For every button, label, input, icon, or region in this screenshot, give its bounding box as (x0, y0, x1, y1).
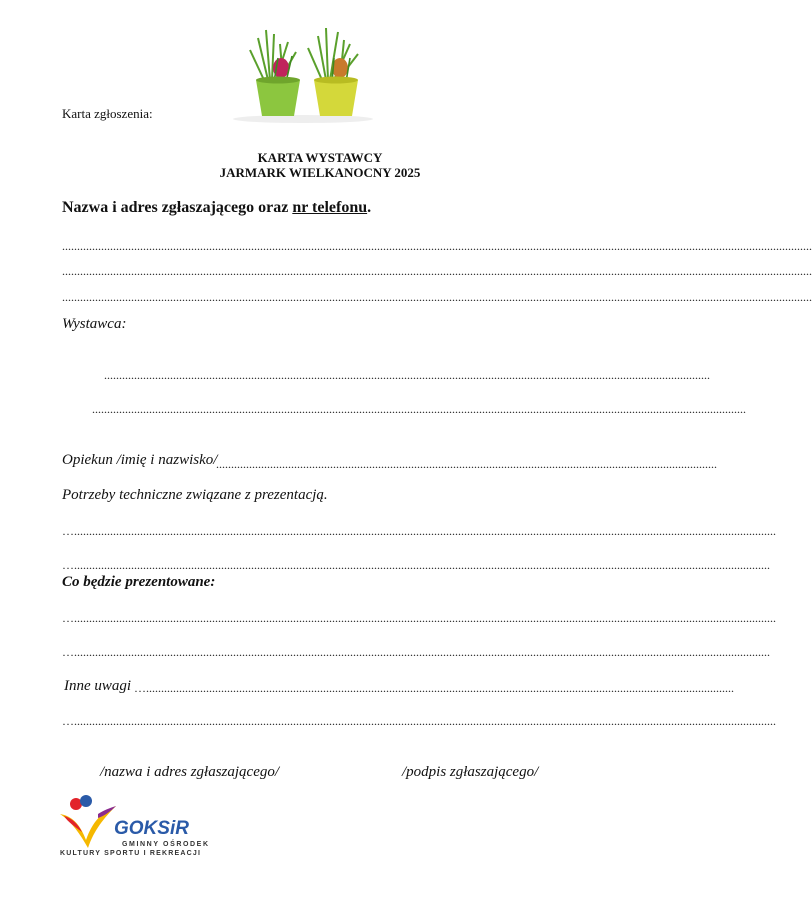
yellow-pot-icon (314, 80, 358, 116)
applicant-line-3: .......................................................................................................................................................................................................................................................... (62, 290, 812, 304)
applicant-line-2: .......................................................................................................................................................................................................................................................... (62, 264, 812, 278)
signature-left-caption: /nazwa i adres zgłaszającego/ (100, 764, 280, 780)
presented-line-1: ….......................................................................................................................................................................................................................................... (62, 611, 776, 625)
technical-line-2: …........................................................................................................................................................................................................................................ (62, 558, 770, 572)
presented-line-2: …........................................................................................................................................................................................................................................ (62, 645, 770, 659)
form-label: Karta zgłoszenia: (62, 106, 153, 121)
technical-needs-label: Potrzeby techniczne związane z prezentacją. (62, 487, 328, 503)
exhibitor-line-1: .......................................................................................................................................................................................................... (104, 368, 710, 382)
easter-pots-illustration (228, 28, 378, 124)
document-subtitle: JARMARK WIELKANOCNY 2025 (219, 165, 421, 180)
document-title: KARTA WYSTAWCY (257, 150, 383, 165)
exhibitor-line-2: .......................................................................................................................................................................................................................... (92, 402, 746, 416)
remarks-line: ….................................................................................................................................................................................................... (134, 681, 734, 695)
technical-line-1: ….......................................................................................................................................................................................................................................... (62, 524, 776, 538)
green-pot-icon (256, 80, 300, 116)
exhibitor-label: Wystawca: (62, 316, 127, 332)
remarks-label: Inne uwagi (64, 678, 132, 694)
applicant-label (62, 199, 371, 217)
logo-line-1: GMINNY OŚRODEK (122, 841, 210, 848)
applicant-label-end: . (367, 199, 372, 216)
logo-blue-dot (80, 795, 92, 807)
logo-line-2: KULTURY SPORTU I REKREACJI (60, 850, 202, 857)
remarks-line-2: ….......................................................................................................................................................................................................................................... (62, 714, 776, 728)
shadow (233, 115, 373, 123)
logo-red-accent (64, 816, 82, 832)
guardian-label: Opiekun /imię i nazwisko/ (62, 452, 218, 468)
presented-label: Co będzie prezentowane: (62, 574, 216, 590)
signature-right-caption: /podpis zgłaszającego/ (402, 764, 539, 780)
applicant-line-1: .......................................................................................................................................................................................................................................................... (62, 239, 812, 253)
goksir-logo-mark (58, 794, 120, 850)
logo-purple-accent (98, 806, 116, 818)
yellow-pot-rim (314, 77, 358, 84)
applicant-label-text: Nazwa i adres zgłaszającego oraz (62, 199, 293, 216)
phone-number-label: nr telefonu (292, 199, 368, 216)
logo-name: GOKSiR (114, 818, 189, 839)
guardian-line: ....................................................................................................................................................................... (216, 457, 717, 471)
green-pot-rim (256, 77, 300, 84)
